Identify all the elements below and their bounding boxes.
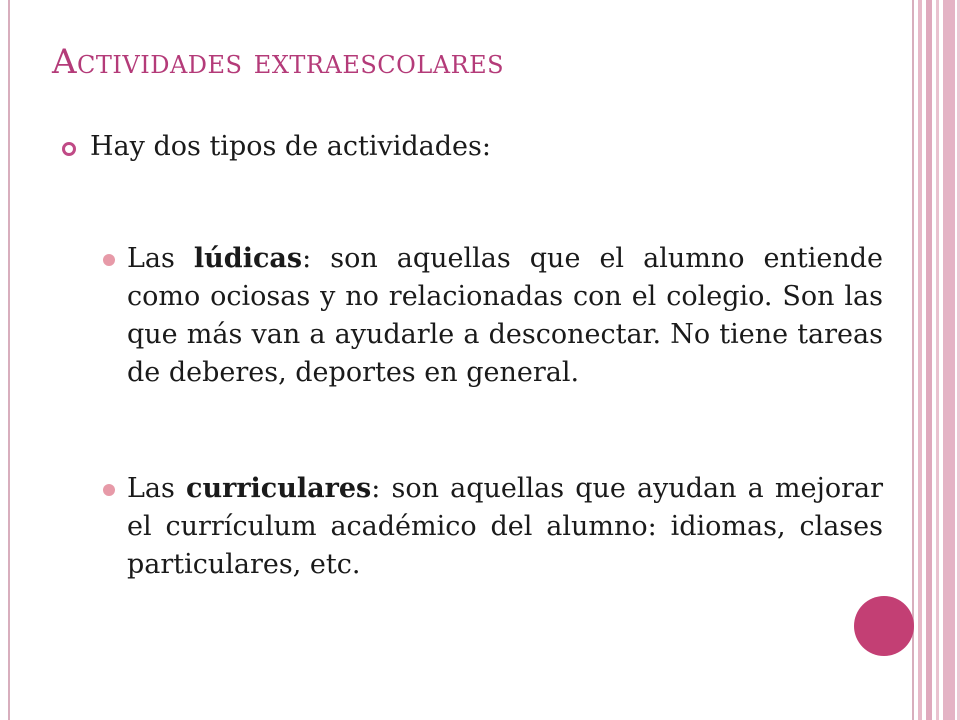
list-item-ludicas [103,240,883,392]
item-description: : son aquellas que el alumno entiende como ociosas y no relacionadas con el colegio. Son las que más van a ayudarle a desconectar. No tiene tareas de deberes, deportes en general. [127,243,883,388]
slide-title: Actividades extraescolares [52,42,505,82]
item-description: : son aquellas que ayudan a mejorar el currículum académico del alumno: idiomas, clases particulares, etc. [127,473,883,580]
list-item-curriculares [103,470,883,584]
stripe [943,0,955,720]
decorative-circle [854,596,914,656]
stripe [918,0,922,720]
item-prefix: Las [127,473,187,504]
intro-text: Hay dos tipos de actividades: [90,131,491,162]
list-item-text [127,470,883,584]
ring-bullet-icon [62,142,76,156]
stripe [926,0,932,720]
item-keyword: lúdicas [193,243,303,274]
stripe [936,0,939,720]
item-keyword: curriculares [186,473,372,504]
item-prefix: Las [127,243,194,274]
dot-bullet-icon [103,254,115,266]
intro-bullet [62,130,880,164]
list-item-text [127,240,883,392]
dot-bullet-icon [103,484,115,496]
